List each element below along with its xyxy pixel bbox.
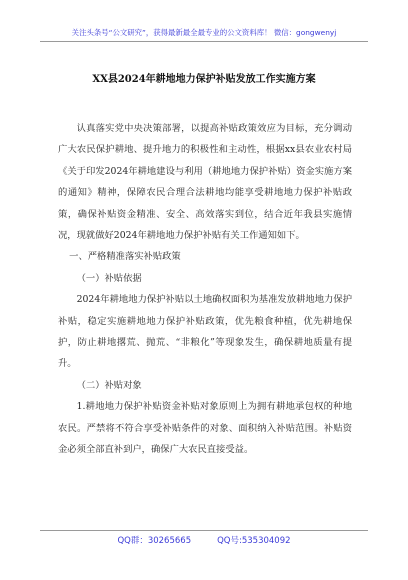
basis-paragraph: 2024年耕地地力保护补贴以土地确权面积为基准发放耕地地力保护补贴，稳定实施耕地地力保护补贴政策，优先粮食种植，优先耕地保护，防止耕地撂荒、抛荒、“非粮化”等现象发生，确保耕地质量有提升。: [58, 294, 352, 370]
header-banner: 关注头条号“公文研究”，获得最新最全最专业的公文资料库！ 微信：gongwenyj: [71, 28, 337, 37]
header-divider: [40, 41, 368, 42]
intro-paragraph: 认真落实党中央决策部署，以提高补贴政策效应为目标，充分调动广大农民保护耕地、提升地力的积极性和主动性，根据xx县农业农村局《关于印发2024年耕地建设与利用（耕地地力保护补贴）资金实施方案的通知》精神，保障农民合理合法耕地均能享受耕地地力保护补贴政策，确保补贴资金精准、安全、高效落实到位，结合近年我县实施情况，现就做好2024年耕地地力保护补贴有关工作通知如下。: [58, 123, 352, 242]
qq-group-text: QQ群：30265665: [117, 536, 192, 546]
document-body: [58, 118, 352, 461]
document-title: XX县2024年耕地地力保护补贴发放工作实施方案: [92, 74, 316, 85]
recipients-paragraph: 1.耕地地力保护补贴资金补贴对象原则上为拥有耕地承包权的种地农民。严禁将不符合享受补贴条件的对象、面积纳入补贴范围。补贴资金必须全部直补到户，确保广大农民直接受益。: [58, 401, 352, 456]
qq-number-text: QQ号:535304092: [217, 536, 291, 546]
footer-divider: [40, 530, 368, 531]
subsection-heading-basis: （一）补贴依据: [76, 272, 142, 284]
footer-contacts: [0, 534, 408, 546]
subsection-heading-recipients: （二）补贴对象: [76, 379, 142, 391]
section-heading-1: 一、严格精准落实补贴政策: [69, 251, 181, 263]
